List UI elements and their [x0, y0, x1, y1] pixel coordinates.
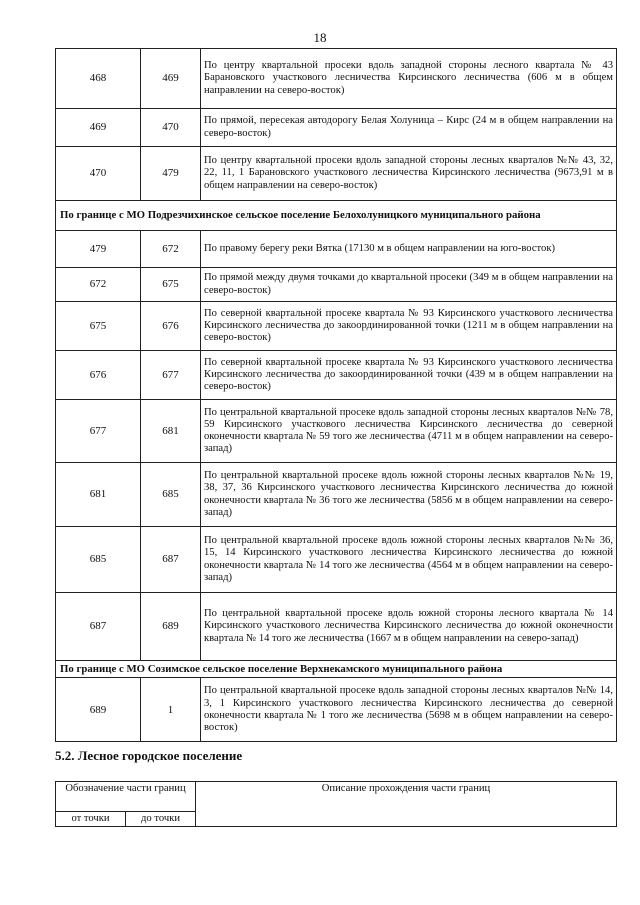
table-row [56, 109, 617, 147]
description-cell: По правому берегу реки Вятка (17130 м в общем направлении на юго-восток) [201, 231, 617, 268]
page-number: 18 [313, 30, 327, 45]
to-point-cell: 1 [141, 678, 201, 742]
description-cell: По центральной квартальной просеке вдоль южной стороны лесных кварталов №№ 19, 38, 37, 36 Кирсинского участкового лесничества Кирсинского лесничества до южной оконечности квартала № 36 того же лесничества (5856 м в общем направлении на северо-запад) [201, 463, 617, 527]
description-cell: По северной квартальной просеке квартала № 93 Кирсинского участкового лесничества Кирсинского лесничества до закоординированной точки (439 м в общем направлении на северо-восток) [201, 351, 617, 400]
description-cell: По центральной квартальной просеке вдоль южной стороны лесного квартала № 14 Кирсинского участкового лесничества Кирсинского лесничества до южной оконечности квартала № 14 того же лесничества (1667 м в общем направлении на северо-запад) [201, 593, 617, 661]
boundary-table [55, 48, 617, 742]
from-point-cell: 469 [56, 109, 141, 147]
table-row [56, 527, 617, 593]
table-row [56, 49, 617, 109]
section-subheading: 5.2. Лесное городское поселение [55, 748, 243, 763]
description-cell: По северной квартальной просеке квартала № 93 Кирсинского участкового лесничества Кирсинского лесничества до закоординированной точки (1211 м в общем направлении на северо-восток) [201, 302, 617, 351]
description-header-cell: Описание прохождения части границ [196, 782, 617, 827]
section-heading: По границе с МО Созимское сельское поселение Верхнекамского муниципального района [56, 661, 617, 678]
boundary-table-body [56, 49, 617, 742]
table-row [56, 593, 617, 661]
part-header-cell: Обозначение части границ [56, 782, 196, 812]
table-row [56, 268, 617, 302]
to-point-cell: 676 [141, 302, 201, 351]
table-row [56, 463, 617, 527]
to-point-cell: 681 [141, 400, 201, 463]
description-cell: По центральной квартальной просеке вдоль южной стороны лесных кварталов №№ 36, 15, 14 Кирсинского участкового лесничества Кирсинского лесничества до южной оконечности квартала № 14 того же лесничества (4564 м в общем направлении на северо-запад) [201, 527, 617, 593]
to-point-cell: 675 [141, 268, 201, 302]
to-point-cell: 687 [141, 527, 201, 593]
description-cell: По прямой, пересекая автодорогу Белая Холуница – Кирс (24 м в общем направлении на северо-восток) [201, 109, 617, 147]
to-point-cell: 677 [141, 351, 201, 400]
table-row [56, 231, 617, 268]
to-point-cell: 469 [141, 49, 201, 109]
from-point-cell: 468 [56, 49, 141, 109]
to-point-cell: 672 [141, 231, 201, 268]
from-point-cell: 676 [56, 351, 141, 400]
from-point-cell: 685 [56, 527, 141, 593]
to-point-cell: 470 [141, 109, 201, 147]
from-point-cell: 681 [56, 463, 141, 527]
table-row [56, 678, 617, 742]
from-point-cell: 687 [56, 593, 141, 661]
section-row [56, 201, 617, 231]
to-point-header: до точки [126, 812, 196, 827]
parts-table [55, 781, 617, 827]
from-point-cell: 675 [56, 302, 141, 351]
from-point-cell: 470 [56, 147, 141, 201]
table-row [56, 302, 617, 351]
from-point-cell: 677 [56, 400, 141, 463]
to-point-cell: 479 [141, 147, 201, 201]
description-cell: По центру квартальной просеки вдоль западной стороны лесного квартала № 43 Барановского участкового лесничества Кирсинского лесничества (606 м в общем направлении на северо-восток) [201, 49, 617, 109]
header-row [56, 782, 617, 812]
description-cell: По центру квартальной просеки вдоль западной стороны лесных кварталов №№ 43, 32, 22, 11, 1 Барановского участкового лесничества Кирсинского лесничества (9673,91 м в общем направлении на северо-восток) [201, 147, 617, 201]
description-cell: По центральной квартальной просеке вдоль западной стороны лесных кварталов №№ 14, 3, 1 Кирсинского участкового лесничества Кирсинского лесничества до северной оконечности квартала № 1 того же лесничества (5698 м в общем направлении на северо-восток) [201, 678, 617, 742]
table-row [56, 400, 617, 463]
from-point-cell: 479 [56, 231, 141, 268]
to-point-cell: 689 [141, 593, 201, 661]
table-row [56, 351, 617, 400]
to-point-cell: 685 [141, 463, 201, 527]
from-point-cell: 689 [56, 678, 141, 742]
description-cell: По прямой между двумя точками до квартальной просеки (349 м в общем направлении на северо-восток) [201, 268, 617, 302]
section-row [56, 661, 617, 678]
section-heading: По границе с МО Подрезчихинское сельское поселение Белохолуницкого муниципального района [56, 201, 617, 231]
from-point-cell: 672 [56, 268, 141, 302]
from-point-header: от точки [56, 812, 126, 827]
table-row [56, 147, 617, 201]
description-cell: По центральной квартальной просеке вдоль западной стороны лесных кварталов №№ 78, 59 Кирсинского участкового лесничества Кирсинского лесничества до северной оконечности квартала № 59 того же лесничества (4711 м в общем направлении на северо-запад) [201, 400, 617, 463]
